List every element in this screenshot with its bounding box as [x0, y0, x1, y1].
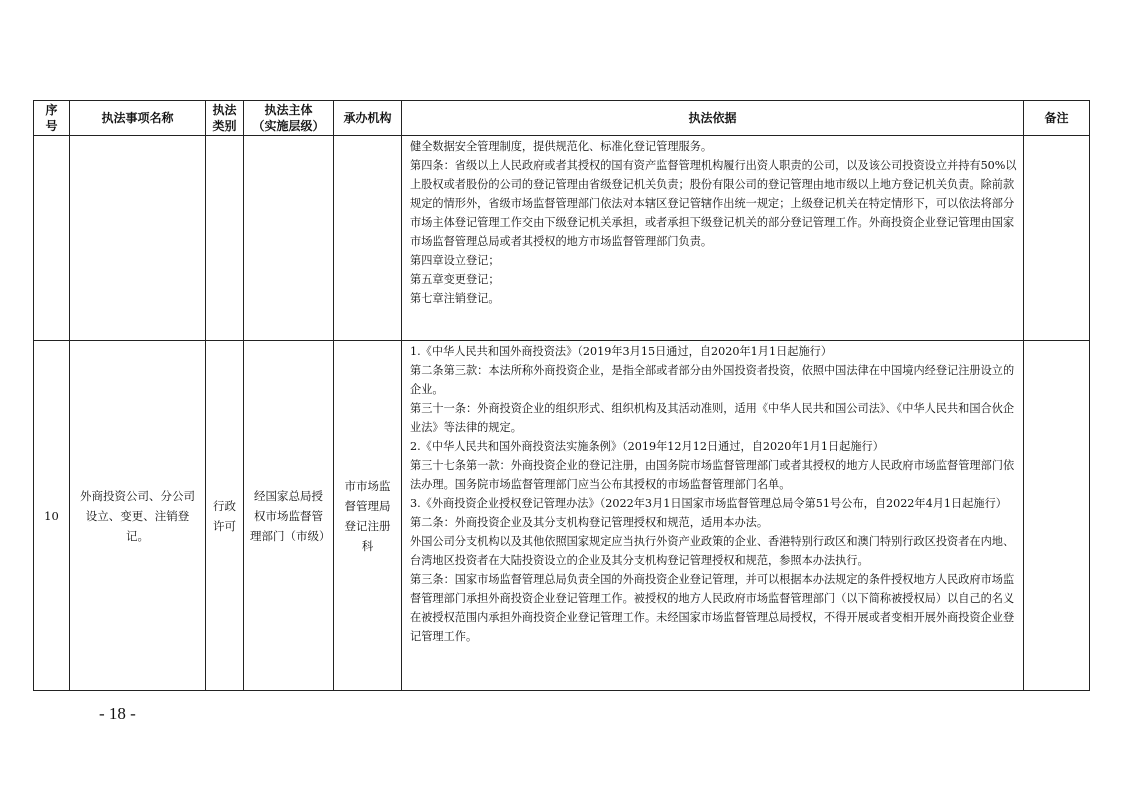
table-row: [34, 136, 1090, 341]
basis-paragraph: 第三条：国家市场监督管理总局负责全国的外商投资企业登记管理，并可以根据本办法规定的条件授权地方人民政府市场监督管理部门承担外商投资企业登记管理工作。被授权的地方人民政府市场监督管理部门（以下简称被授权局）以自己的名义在被授权范围内承担外商投资企业登记管理工作。未经国家市场监督管理总局授权，不得开展或者变相开展外商投资企业登记管理工作。: [410, 573, 1015, 643]
cell-category: [206, 136, 244, 341]
header-remarks: 备注: [1024, 101, 1090, 136]
cell-category: 行政许可: [206, 341, 244, 691]
cell-office: 市市场监督管理局登记注册科: [334, 341, 402, 691]
header-seq: [34, 101, 70, 136]
basis-paragraph: 外国公司分支机构以及其他依照国家规定应当执行外资产业政策的企业、香港特别行政区和澳门特别行政区投资者在内地、台湾地区投资者在大陆投资设立的企业及其分支机构登记管理授权和规范，参照本办法执行。: [410, 535, 1015, 567]
header-office: 承办机构: [334, 101, 402, 136]
enforcement-table: [33, 100, 1090, 691]
basis-paragraph: 1.《中华人民共和国外商投资法》（2019年3月15日通过，自2020年1月1日起施行）: [410, 345, 833, 358]
cell-seq: 10: [34, 341, 70, 691]
basis-paragraph: 第三十一条：外商投资企业的组织形式、组织机构及其活动准则，适用《中华人民共和国公司法》、《中华人民共和国合伙企业法》等法律的规定。: [410, 402, 1015, 434]
table-row: [34, 341, 1090, 691]
basis-paragraph: 3.《外商投资企业授权登记管理办法》（2022年3月1日国家市场监督管理总局令第51号公布，自2022年4月1日起施行）: [410, 497, 1007, 510]
cell-remarks: [1024, 136, 1090, 341]
cell-seq: [34, 136, 70, 341]
basis-paragraph: 2.《中华人民共和国外商投资法实施条例》（2019年12月12日通过，自2020年1月1日起施行）: [410, 440, 884, 453]
header-seq-line2: 号: [45, 119, 58, 133]
header-seq-line1: 序: [45, 103, 58, 117]
header-row: [34, 101, 1090, 136]
cell-remarks: [1024, 341, 1090, 691]
cell-subject: [244, 136, 334, 341]
basis-paragraph: 第三十七条第一款：外商投资企业的登记注册，由国务院市场监督管理部门或者其授权的地方人民政府市场监督管理部门依法办理。国务院市场监督管理部门应当公布其授权的市场监督管理部门名单。: [410, 459, 1015, 491]
cell-subject: 经国家总局授权市场监督管理部门（市级）: [244, 341, 334, 691]
header-subject-line1: 执法主体: [264, 103, 313, 117]
basis-paragraph: 健全数据安全管理制度，提供规范化、标准化登记管理服务。: [410, 140, 713, 153]
page-number: - 18 -: [99, 704, 136, 723]
basis-paragraph: 第四条：省级以上人民政府或者其授权的国有资产监督管理机构履行出资人职责的公司，以及该公司投资设立并持有50%以上股权或者股份的公司的登记管理由省级登记机关负责；股份有限公司的登记管理由地市级以上地方登记机关负责。除前款规定的情形外，省级市场监督管理部门依法对本辖区登记管辖作出统一规定；上级登记机关在特定情形下，可以依法将部分市场主体登记管理工作交由下级登记机关承担，或者承担下级登记机关的部分登记管理工作。外商投资企业登记管理由国家市场监督管理总局或者其授权的地方市场监督管理部门负责。: [410, 159, 1017, 248]
header-category: [206, 101, 244, 136]
basis-paragraph: 第四章设立登记；: [410, 254, 500, 267]
cell-basis: [402, 341, 1024, 691]
header-category-line1: 执法: [212, 103, 237, 117]
basis-paragraph: 第二条第三款：本法所称外商投资企业，是指全部或者部分由外国投资者投资，依照中国法律在中国境内经登记注册设立的企业。: [410, 364, 1015, 396]
basis-paragraph: 第五章变更登记；: [410, 273, 500, 286]
header-subject-line2: （实施层级）: [252, 119, 325, 133]
header-subject: [244, 101, 334, 136]
cell-item-name: [70, 136, 206, 341]
basis-paragraph: 第二条：外商投资企业及其分支机构登记管理授权和规范，适用本办法。: [410, 516, 769, 529]
header-basis: 执法依据: [402, 101, 1024, 136]
header-category-line2: 类别: [212, 119, 237, 133]
cell-office: [334, 136, 402, 341]
cell-basis: [402, 136, 1024, 341]
header-item-name: 执法事项名称: [70, 101, 206, 136]
basis-paragraph: 第七章注销登记。: [410, 292, 500, 305]
cell-item-name: 外商投资公司、分公司设立、变更、注销登记。: [70, 341, 206, 691]
